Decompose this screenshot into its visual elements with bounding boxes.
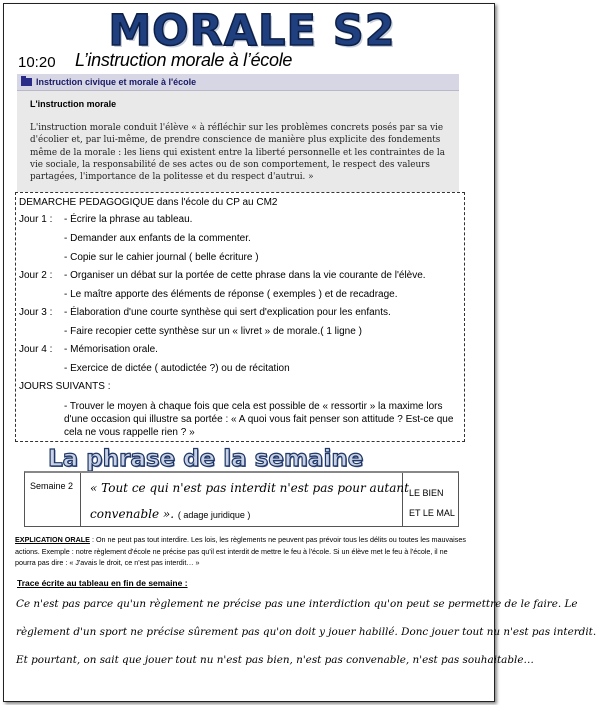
trace-line-1: Ce n'est pas parce qu'un règlement ne précise pas une interdiction qu'on peut se permettre de le faire. Le bbox=[16, 598, 578, 610]
trace-line-3: Et pourtant, on sait que jouer tout nu n'est pas bien, n'est pas convenable, n'est pas souhaitable… bbox=[16, 654, 534, 666]
excerpt-breadcrumb: Instruction civique et morale à l'école bbox=[36, 77, 197, 87]
demarche-day: Jour 4 : bbox=[19, 344, 53, 355]
excerpt-body: L'instruction morale conduit l'élève « à réfléchir sur les problèmes concrets posés par sa vie d'écolier et, par lui-même, de prendre conscience de manière plus explicite des fondements même de la morale : les liens qui existent entre la liberté personnelle et les contraintes de la vie sociale, la responsabilité de ses actes ou de son comportement, le respect des valeurs partagées, l'importance de la politesse et du respect d'autrui. » bbox=[30, 123, 445, 183]
explication-orale bbox=[15, 534, 470, 569]
theme-line-1: LE BIEN bbox=[409, 488, 444, 498]
semaine-quote-line2: convenable ». bbox=[90, 507, 175, 521]
excerpt-heading: L'instruction morale bbox=[30, 99, 117, 109]
semaine-title: La phrase de la semaine bbox=[48, 446, 364, 472]
semaine-quote: « Tout ce qui n'est pas interdit n'est pas pour autant bbox=[90, 481, 409, 495]
semaine-table bbox=[24, 471, 459, 527]
semaine-theme-cell bbox=[403, 473, 458, 527]
lesson-subtitle: L’instruction morale à l’école bbox=[75, 50, 293, 70]
demarche-step: - Exercice de dictée ( autodictée ?) ou de récitation bbox=[64, 363, 290, 374]
demarche-day: Jour 3 : bbox=[19, 307, 53, 318]
demarche-step: - Élaboration d'une courte synthèse qui sert d'explication pour les enfants. bbox=[64, 307, 391, 318]
explication-label: EXPLICATION ORALE bbox=[15, 535, 90, 544]
demarche-step: - Faire recopier cette synthèse sur un « livret » de morale.( 1 ligne ) bbox=[64, 326, 362, 337]
demarche-step: - Copie sur le cahier journal ( belle écriture ) bbox=[64, 252, 259, 263]
demarche-title: DEMARCHE PEDAGOGIQUE dans l'école du CP au CM2 bbox=[19, 197, 278, 208]
theme-line-2: ET LE MAL bbox=[409, 508, 455, 518]
demarche-day: Jour 1 : bbox=[19, 214, 53, 225]
demarche-day: Jour 2 : bbox=[19, 270, 53, 281]
demarche-step: - Organiser un débat sur la portée de cette phrase dans la vie courante de l'élève. bbox=[64, 270, 426, 281]
semaine-quote-cell bbox=[81, 473, 409, 527]
excerpt-header bbox=[17, 74, 459, 91]
lesson-time: 10:20 bbox=[18, 54, 56, 71]
demarche-step: - Demander aux enfants de la commenter. bbox=[64, 233, 251, 244]
semaine-label: Semaine 2 bbox=[30, 481, 74, 491]
demarche-step: - Écrire la phrase au tableau. bbox=[64, 214, 193, 225]
jours-suivants-text: - Trouver le moyen à chaque fois que cela est possible de « ressortir » la maxime lors d'une occasion qui illustre sa portée : « A quoi vous fait penser son attitude ? Est-ce que cela ne vous rappelle rien ? » bbox=[64, 401, 454, 438]
excerpt-box bbox=[17, 74, 459, 192]
explication-text: : On ne peut pas tout interdire. Les lois, les règlements ne peuvent pas prévoir tous les délits ou toutes les mauvaises actions. Exemple : notre règlement d'école ne précise pas qu'il est interdit de mettre le feu à l'école. Si un élève met le feu à l'école, il ne pourra pas dire : « J'avais le droit, ce n'est pas interdit… » bbox=[15, 535, 466, 567]
trace-line-2: règlement d'un sport ne précise sûrement pas qu'on doit y jouer habillé. Donc jouer tout nu n'est pas interdit. bbox=[16, 626, 596, 638]
semaine-label-cell bbox=[25, 473, 81, 527]
jours-suivants-label: JOURS SUIVANTS : bbox=[19, 381, 111, 392]
page-title: MORALE S2 bbox=[108, 6, 396, 56]
adage-note: ( adage juridique ) bbox=[177, 510, 251, 520]
demarche-step: - Mémorisation orale. bbox=[64, 344, 158, 355]
demarche-step: - Le maître apporte des éléments de réponse ( exemples ) et de recadrage. bbox=[64, 289, 398, 300]
folder-icon bbox=[21, 78, 32, 86]
semaine-quote-end bbox=[90, 507, 250, 521]
trace-title: Trace écrite au tableau en fin de semaine : bbox=[17, 578, 188, 588]
demarche-section bbox=[15, 192, 465, 442]
